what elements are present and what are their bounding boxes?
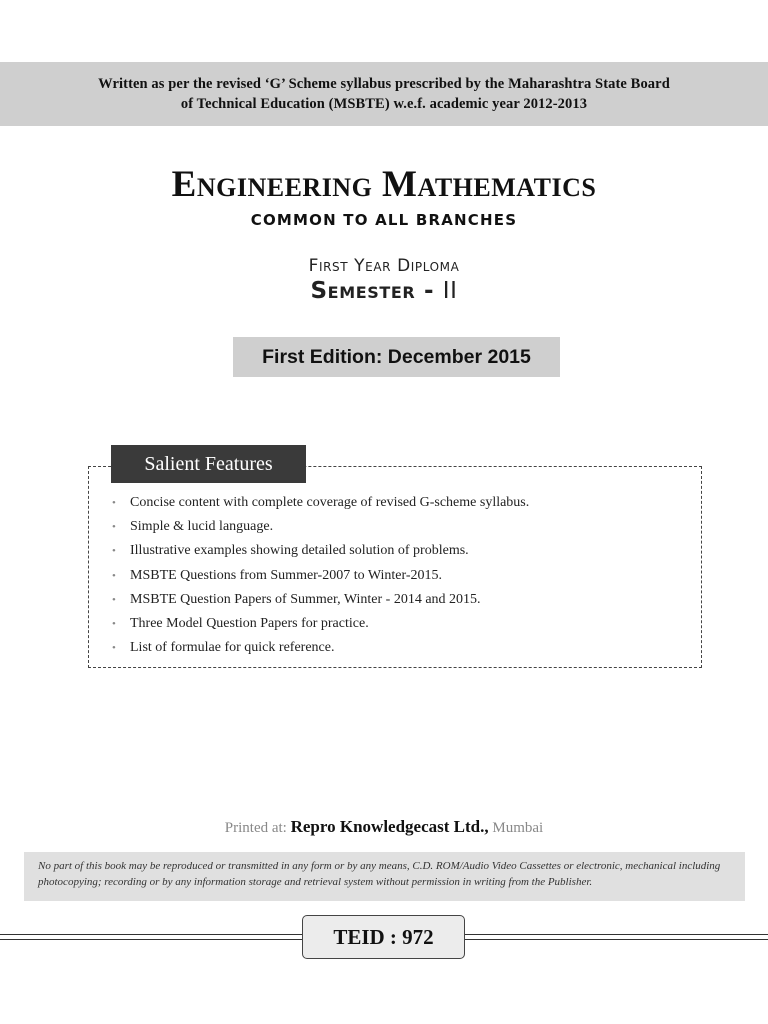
footer-rule-left-bottom	[0, 939, 302, 940]
bullet-icon: •	[112, 642, 116, 655]
semester-label: Semester -	[310, 278, 443, 304]
footer-rule-right-bottom	[465, 939, 768, 940]
syllabus-line-1: Written as per the revised ‘G’ Scheme syllabus prescribed by the Maharashtra State Board	[98, 76, 670, 92]
features-heading: Salient Features	[111, 445, 306, 483]
list-item: • Three Model Question Papers for practice.	[110, 612, 529, 636]
semester	[0, 278, 768, 304]
bullet-icon: •	[112, 497, 116, 509]
copyright-notice: No part of this book may be reproduced or transmitted in any form or by any means, C.D. ROM/Audio Video Cassettes or electronic, mechanical including photocopying; recording or by any information storage and retrieval system without permission in writing from the Publisher.	[24, 852, 745, 901]
course-year: First Year Diploma	[308, 256, 460, 276]
features-list	[110, 491, 529, 660]
book-subtitle: COMMON TO ALL BRANCHES	[250, 211, 518, 229]
list-item: • Concise content with complete coverage of revised G-scheme syllabus.	[110, 491, 529, 515]
edition-badge: First Edition: December 2015	[233, 337, 560, 377]
bullet-icon: •	[112, 521, 116, 534]
printer-credit	[0, 817, 768, 837]
list-item: • List of formulae for quick reference.	[110, 636, 529, 660]
printer-name: Repro Knowledgecast Ltd.,	[290, 817, 489, 836]
printer-label: Printed at:	[224, 820, 287, 836]
book-title: Engineering Mathematics	[171, 164, 597, 205]
bullet-icon: •	[112, 545, 116, 558]
list-item: • MSBTE Questions from Summer-2007 to Winter-2015.	[110, 564, 529, 588]
syllabus-line-2: of Technical Education (MSBTE) w.e.f. academic year 2012-2013	[180, 96, 588, 112]
list-item: • Simple & lucid language.	[110, 515, 529, 539]
teid-badge: TEID : 972	[302, 915, 465, 959]
list-item: • MSBTE Question Papers of Summer, Winter - 2014 and 2015.	[110, 588, 529, 612]
bullet-icon: •	[112, 593, 116, 606]
semester-number: II	[442, 278, 458, 304]
footer-rule-left-top	[0, 934, 302, 935]
footer-rule-right-top	[465, 934, 768, 935]
list-item: • Illustrative examples showing detailed solution of problems.	[110, 539, 529, 563]
bullet-icon: •	[112, 618, 116, 631]
printer-city: Mumbai	[492, 820, 544, 836]
bullet-icon: •	[112, 569, 116, 582]
syllabus-banner	[0, 62, 768, 126]
